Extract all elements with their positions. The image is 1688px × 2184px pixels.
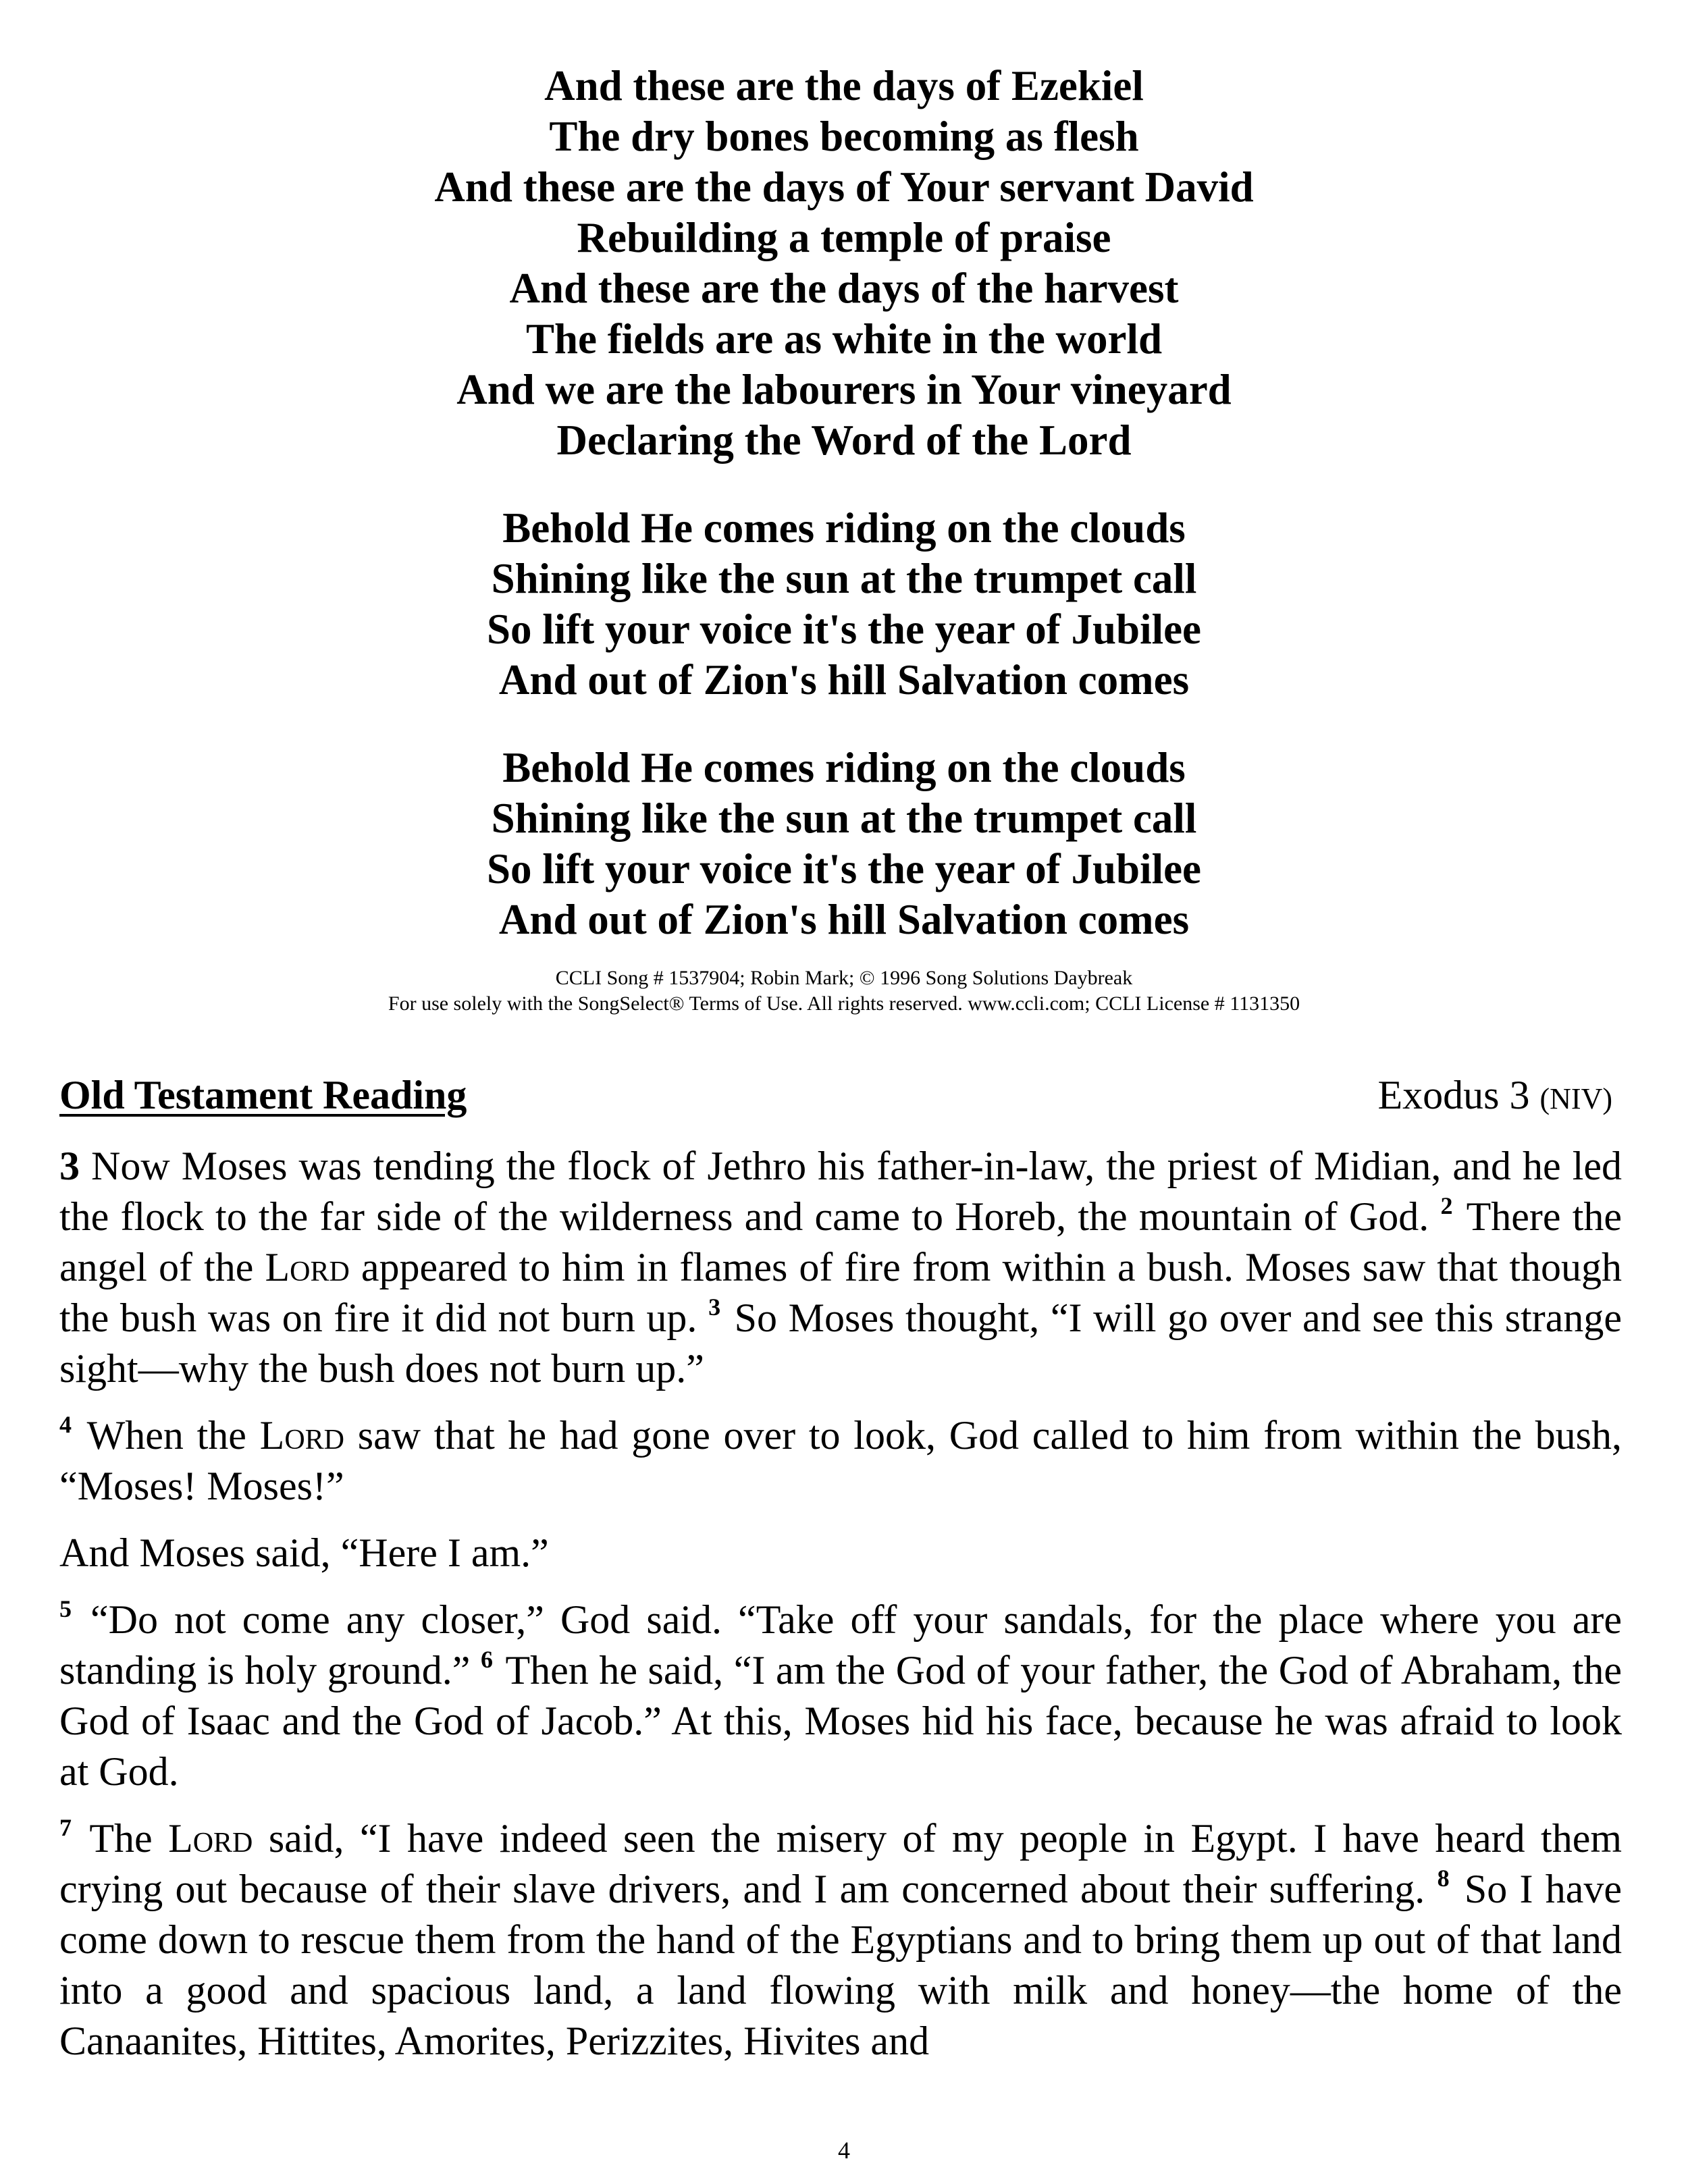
lyric-line: So lift your voice it's the year of Jubilee [486,845,1202,893]
verse-number: 5 [59,1595,72,1622]
lyric-line: And out of Zion's hill Salvation comes [498,896,1190,943]
lyric-line: And these are the days of the harvest [509,265,1179,312]
verse-text: And Moses said, “Here I am.” [59,1530,549,1575]
verse-text: “Do not come any closer,” God said. “Take off your sandals, for the place where you are standing is holy ground.” [59,1597,1622,1693]
lyric-line: Declaring the Word of the Lord [556,417,1132,464]
verse-text: The [74,1816,169,1861]
lyric-line: And these are the days of Ezekiel [544,62,1144,109]
divine-name: Lord [265,1245,350,1289]
lyric-line: Behold He comes riding on the clouds [502,504,1186,552]
verse-number: 2 [1440,1192,1453,1219]
verse-number: 7 [59,1814,72,1841]
lyric-line: Shining like the sun at the trumpet call [491,795,1197,842]
reading-title: Old Testament Reading [59,1073,467,1117]
chapter-number: 3 [59,1144,80,1188]
lyric-line: And out of Zion's hill Salvation comes [498,656,1190,703]
divine-name: Lord [259,1413,344,1458]
scripture-paragraph [59,1141,1622,1394]
license-line: For use solely with the SongSelect® Terms of Use. All rights reserved. www.ccli.com; CCLI License # 1131350 [388,992,1300,1015]
scripture-passage [59,1141,1622,2083]
lyric-line: And these are the days of Your servant David [434,163,1254,211]
verse-text: appeared to him in flames of fire from within a bush. Moses saw that though the bush was on fire it did not burn up. [59,1245,1622,1340]
verse-text: So Moses thought, “I will go over and see this strange sight—why the bush does not burn up.” [59,1296,1622,1391]
scripture-paragraph [59,1528,1622,1578]
lyric-line: The fields are as white in the world [525,315,1163,363]
scripture-reference [1377,1068,1612,1126]
verse-text: When the [74,1413,260,1458]
verse-number: 4 [59,1411,72,1438]
verse-text: So I have come down to rescue them from the hand of the Egyptians and to bring them up out of that land into a good and spacious land, a land flowing with milk and honey—the home of the Canaanites, Hittites, Amorites, Perizzites, Hivites and [59,1867,1622,2063]
lyric-line: Rebuilding a temple of praise [577,214,1111,261]
verse-text: Then he said, “I am the God of your father, the God of Abraham, the God of Isaac and the God of Jacob.” At this, Moses hid his face, because he was afraid to look at God. [59,1648,1622,1794]
lyric-line: The dry bones becoming as flesh [549,113,1139,160]
scripture-paragraph [59,1813,1622,2067]
page-number: 4 [838,2137,850,2164]
verse-number: 3 [708,1294,721,1321]
song-verse [0,61,1688,466]
reading-header [59,1068,1612,1122]
verse-text: There the angel of the [59,1194,1622,1289]
lyric-line: Behold He comes riding on the clouds [502,744,1186,791]
verse-number: 6 [480,1646,493,1673]
scripture-paragraph [59,1410,1622,1512]
copyright-line: CCLI Song # 1537904; Robin Mark; © 1996 Song Solutions Daybreak [555,967,1133,989]
song-chorus-repeat [0,743,1688,945]
scripture-paragraph [59,1595,1622,1797]
reference-text: Exodus 3 [1377,1073,1530,1117]
bible-version: (NIV) [1539,1082,1612,1115]
song-chorus [0,503,1688,705]
verse-number: 8 [1437,1865,1450,1892]
lyric-line: Shining like the sun at the trumpet call [491,555,1197,602]
lyric-line: So lift your voice it's the year of Jubilee [486,606,1202,653]
ccli-copyright-notice [0,965,1688,1017]
verse-text: said, “I have indeed seen the misery of my people in Egypt. I have heard them crying out because of their slave drivers, and I am concerned about their suffering. [59,1816,1622,1911]
verse-text: Now Moses was tending the flock of Jethro his father-in-law, the priest of Midian, and he led the flock to the far side of the wilderness and came to Horeb, the mountain of God. [59,1144,1622,1239]
lyric-line: And we are the labourers in Your vineyard [456,366,1232,413]
divine-name: Lord [168,1816,253,1861]
verse-text: saw that he had gone over to look, God called to him from within the bush, “Moses! Moses!” [59,1413,1622,1508]
